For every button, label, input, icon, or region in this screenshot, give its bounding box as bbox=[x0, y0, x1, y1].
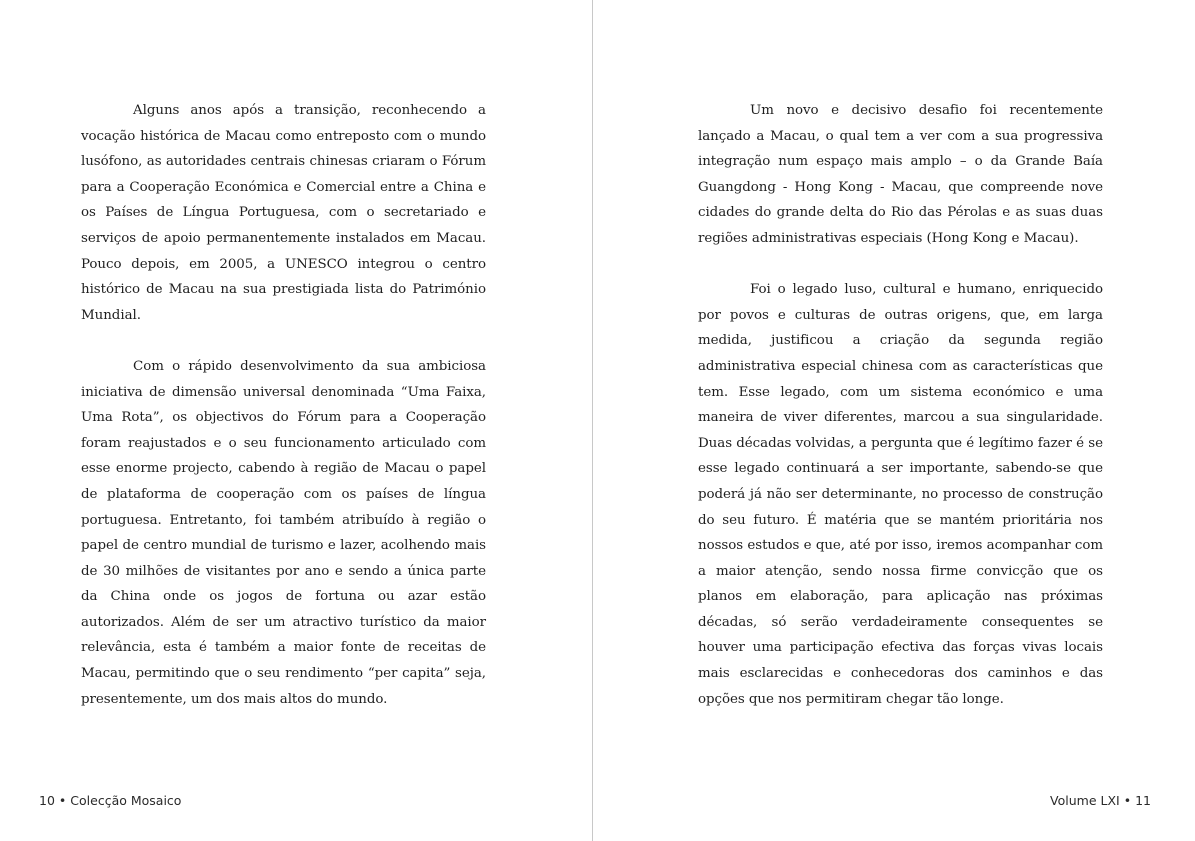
left-page-footer bbox=[39, 793, 181, 808]
left-page-body bbox=[81, 98, 486, 712]
paragraph: Com o rápido desenvolvimento da sua ambiciosa iniciativa de dimensão universal denominada “Uma Faixa, Uma Rota”, os objectivos do Fórum para a Cooperação foram reajustados e o seu funcionamento articulado com esse enorme projecto, cabendo à região de Macau o papel de plataforma de cooperação com os países de língua portuguesa. Entretanto, foi também atribuído à região o papel de centro mundial de turismo e lazer, acolhendo mais de 30 milhões de visitantes por ano e sendo a única parte da China onde os jogos de fortuna ou azar estão autorizados. Além de ser um atractivo turístico da maior relevância, esta é também a maior fonte de receitas de Macau, permitindo que o seu rendimento “per capita” seja, presentemente, um dos mais altos do mundo. bbox=[81, 358, 486, 707]
right-page bbox=[593, 0, 1195, 841]
paragraph: Foi o legado luso, cultural e humano, enriquecido por povos e culturas de outras origens, que, em larga medida, justificou a criação da segunda região administrativa especial chinesa com as características que tem. Esse legado, com um sistema económico e uma maneira de viver diferentes, marcou a sua singularidade. Duas décadas volvidas, a pergunta que é legítimo fazer é se esse legado continuará a ser importante, sabendo-se que poderá já não ser determinante, no processo de construção do seu futuro. É matéria que se mantém prioritária nos nossos estudos e que, até por isso, iremos acompanhar com a maior atenção, sendo nossa firme convicção que os planos em elaboração, para aplicação nas próximas décadas, só serão verdadeiramente consequentes se houver uma participação efectiva das forças vivas locais mais esclarecidas e conhecedoras dos caminhos e das opções que nos permitiram chegar tão longe. bbox=[698, 282, 1103, 707]
footer-bullet: • bbox=[58, 793, 67, 808]
paragraph: Alguns anos após a transição, reconhecendo a vocação histórica de Macau como entreposto com o mundo lusófono, as autoridades centrais chinesas criaram o Fórum para a Cooperação Económica e Comercial entre a China e os Países de Língua Portuguesa, com o secretariado e serviços de apoio permanentemente instalados em Macau. Pouco depois, em 2005, a UNESCO integrou o centro histórico de Macau na sua prestigiada lista do Património Mundial. bbox=[81, 103, 486, 323]
page-number: 11 bbox=[1135, 793, 1151, 808]
page-number: 10 bbox=[39, 793, 55, 808]
paragraph: Um novo e decisivo desafio foi recentemente lançado a Macau, o qual tem a ver com a sua progressiva integração num espaço mais amplo – o da Grande Baía Guangdong - Hong Kong - Macau, que compreende nove cidades do grande delta do Rio das Pérolas e as suas duas regiões administrativas especiais (Hong Kong e Macau). bbox=[698, 103, 1103, 246]
footer-bullet: • bbox=[1123, 793, 1132, 808]
volume-label: Volume LXI bbox=[1050, 793, 1120, 808]
right-page-body bbox=[698, 98, 1103, 712]
left-page bbox=[0, 0, 592, 841]
publication-title: Colecção Mosaico bbox=[70, 793, 182, 808]
right-page-footer bbox=[1050, 793, 1151, 808]
